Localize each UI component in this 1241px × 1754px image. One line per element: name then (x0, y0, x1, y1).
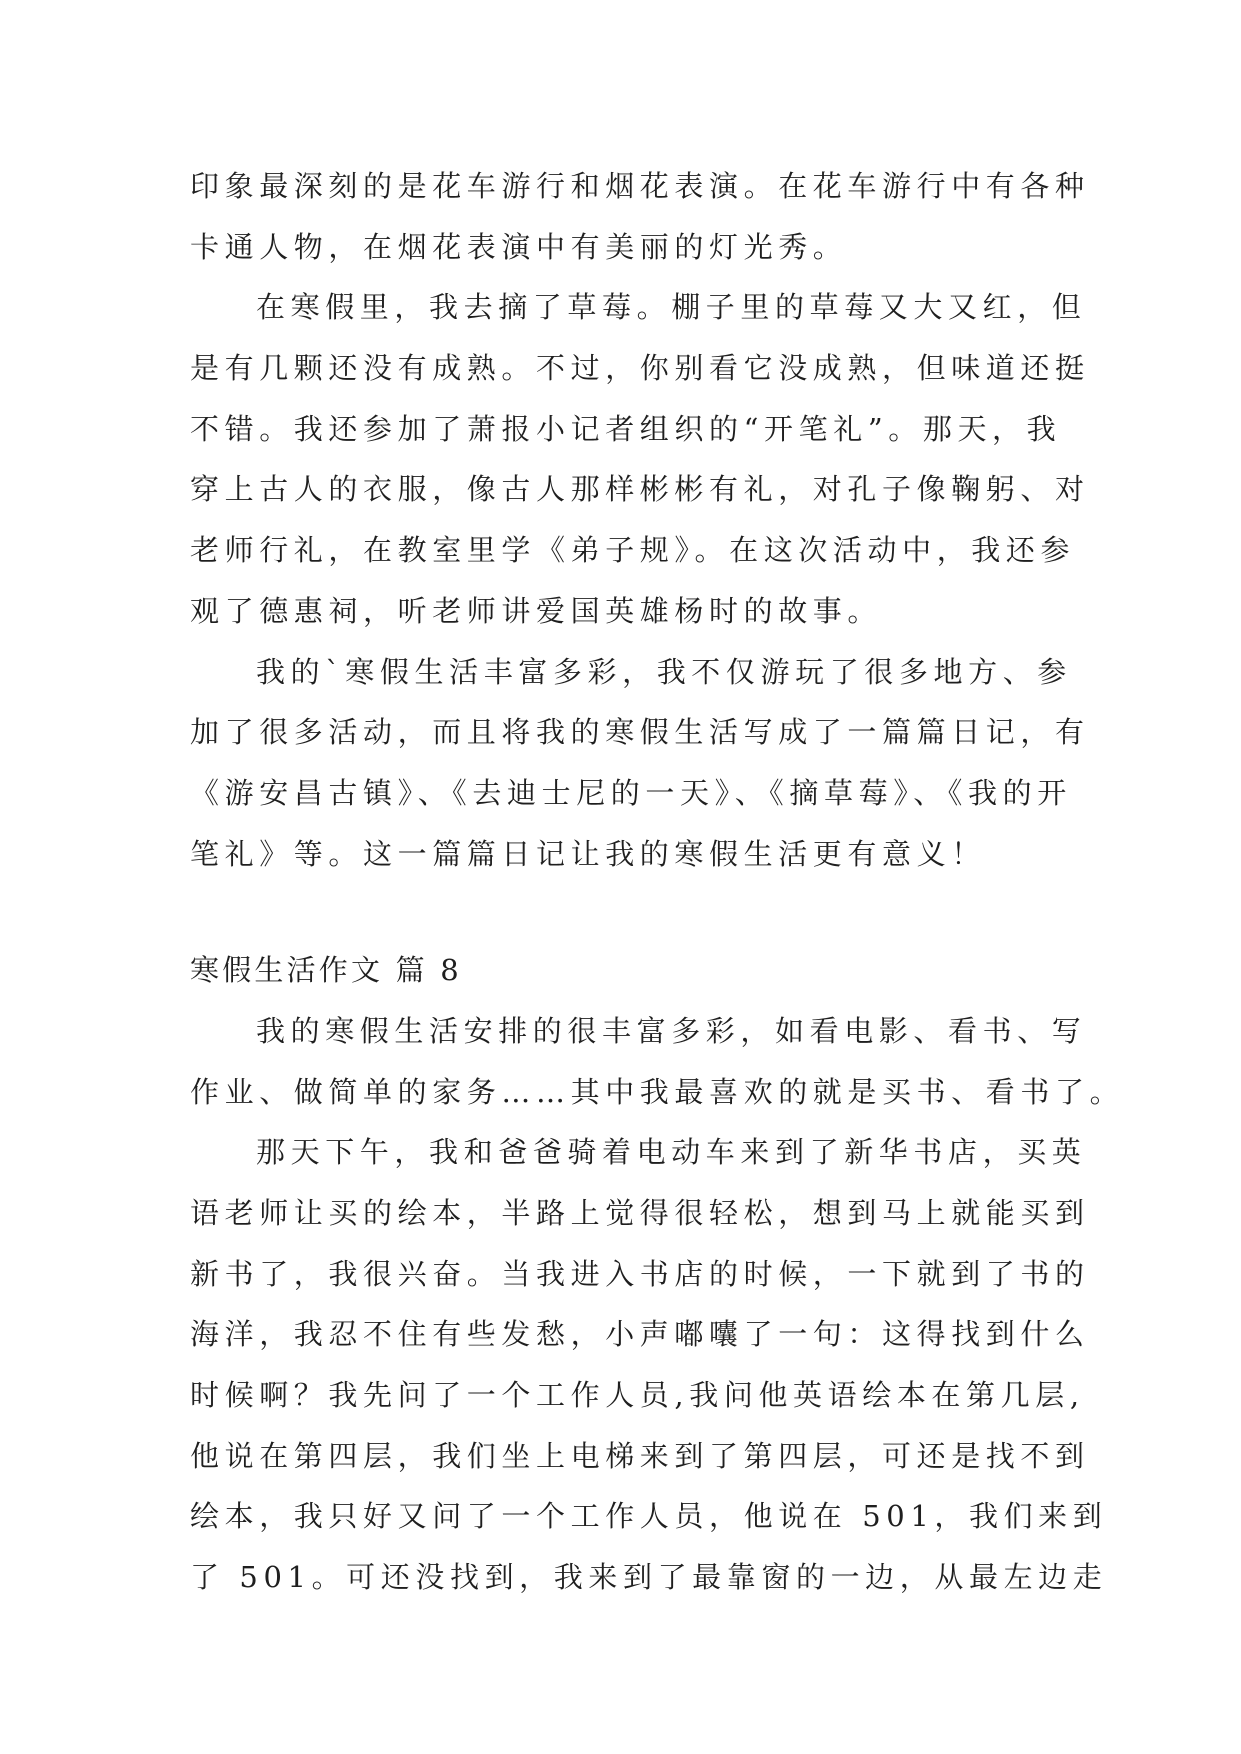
text-line: 新书了，我很兴奋。当我进入书店的时候，一下就到了书的 (190, 1256, 1090, 1291)
paragraph-3 (190, 642, 1090, 885)
paragraph-2 (190, 277, 1090, 641)
text-line: 穿上古人的衣服，像古人那样彬彬有礼，对孔子像鞠躬、对 (190, 472, 1090, 507)
text-line: 作业、做简单的家务……其中我最喜欢的就是买书、看书了。 (190, 1074, 1125, 1109)
text-line: 他说在第四层，我们坐上电梯来到了第四层，可还是找不到 (190, 1438, 1090, 1473)
text-line: 印象最深刻的是花车游行和烟花表演。在花车游行中有各种 (190, 169, 1090, 203)
text-line: 时候啊？我先问了一个工作人员,我问他英语绘本在第几层, (190, 1378, 1085, 1413)
text-line: 我的寒假生活安排的很丰富多彩，如看电影、看书、写 (256, 1013, 1087, 1048)
text-line: 那天下午，我和爸爸骑着电动车来到了新华书店，买英 (256, 1135, 1087, 1170)
text-line: 我的`寒假生活丰富多彩，我不仅游玩了很多地方、参 (256, 654, 1072, 689)
section-heading: 寒假生活作文 篇 8 (190, 953, 462, 988)
text-line: 加了很多活动，而且将我的寒假生活写成了一篇篇日记，有 (190, 715, 1090, 750)
text-line: 卡通人物，在烟花表演中有美丽的灯光秀。 (190, 229, 848, 264)
text-line: 不错。我还参加了萧报小记者组织的“开笔礼”。那天，我 (190, 411, 1062, 446)
document-body (190, 156, 1125, 1608)
paragraph-1 (190, 156, 1090, 277)
text-line: 绘本，我只好又问了一个工作人员，他说在 501，我们来到 (190, 1499, 1108, 1534)
text-line: 老师行礼，在教室里学《弟子规》。在这次活动中，我还参 (190, 533, 1076, 568)
text-line: 海洋，我忍不住有些发愁，小声嘟囔了一句：这得找到什么 (190, 1317, 1090, 1352)
text-line: 观了德惠祠，听老师讲爱国英雄杨时的故事。 (190, 593, 883, 628)
text-line: 是有几颗还没有成熟。不过，你别看它没成熟，但味道还挺 (190, 351, 1090, 386)
text-line: 语老师让买的绘本，半路上觉得很轻松，想到马上就能买到 (190, 1196, 1090, 1230)
text-line: 在寒假里，我去摘了草莓。棚子里的草莓又大又红，但 (256, 290, 1087, 325)
text-line: 《游安昌古镇》、《去迪士尼的一天》、《摘草莓》、《我的开 (190, 775, 1072, 810)
text-line: 了 501。可还没找到，我来到了最靠窗的一边，从最左边走 (190, 1560, 1108, 1595)
section-paragraph-1 (190, 1001, 1125, 1122)
section-paragraph-2 (190, 1122, 1108, 1608)
text-line: 笔礼》等。这一篇篇日记让我的寒假生活更有意义！ (190, 836, 986, 871)
